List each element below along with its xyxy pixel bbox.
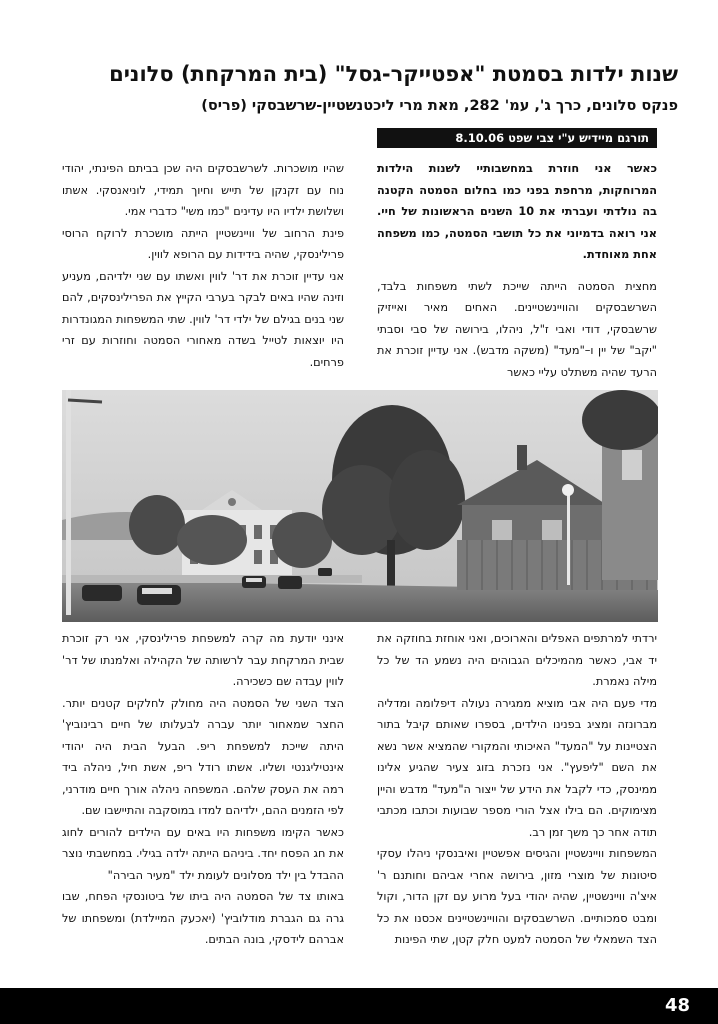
column-bottom-left bbox=[62, 628, 344, 964]
paragraph: אינני יודעת מה קרה למשפחת פרילינסקי, אני רק זוכרת שבית המרקחת עבר לרשותה של הקהילה ואלמנתו של דר' לווין עבדה שם כשכירה. bbox=[62, 632, 344, 688]
street-photo bbox=[62, 390, 658, 622]
column-bottom-right bbox=[377, 628, 657, 964]
article-title: שנות ילדות בסמטת "אפטייקר-גסל" (בית המרקחת) סלונים bbox=[109, 62, 678, 86]
lead-paragraph: כאשר אני חוזרת במחשבותיי לשנות הילדות המרוחקות, מרחפת בפני כמו בחלום הסמטה הקטנה בה נולדתי ועברתי את 10 השנים הראשונות של חיי. אני רואה בדמיוני את כל תושבי הסמטה, כמו משפחה אחת מאוחדת. bbox=[377, 162, 657, 261]
paragraph: שהיו מושכרות. לשרשבסקים היה שכן בביתם הפינתי, יהודי נוח עם זקנקן של תייש וחיוך תמידי, לוניאנסקי. אשתו ושלושת ילדיו היו עדינים "כמו משי" כדברי אמי. bbox=[62, 162, 344, 218]
paragraph: באותו צד של הסמטה היה ביתו של ביטונסקי הפחח, שבו גרה גם הגברת מודלוביץ' (יאכעק המיילדת) ומשפחתו של אברהם לידסקי, בונה הבתים. bbox=[62, 890, 344, 946]
paragraph: מחצית הסמטה הייתה שייכת לשתי משפחות בלבד, השרשבסקים והוויינשטיינים. האחים מאיר ואייזיק שרשבסקי, דודי ואבי ז"ל, ניהלו, בירושה של סבי וסבתי "יקב" של יין ו–"מעד" (משקה מדבש). אני עדיין זוכרת את הרעד שהיה משתלט עליי כאשר bbox=[377, 279, 657, 379]
street-photo-drawing bbox=[62, 390, 658, 622]
article-subtitle: פנקס סלונים, כרך ג', עמ' 282, מאת מרי ליכטנשטיין-שרשבסקי (פריס) bbox=[201, 98, 678, 114]
page-footer bbox=[0, 988, 718, 1024]
paragraph: המשפחות וויינשטיין והגיסים אפשטיין ואיבנסקי ניהלו עסקי סיטונות של מוצרי מזון, בירושה אחרי אביהם וחותנם ר' איצ'ה וויינשטיין, שהיה יהודי בעל מרוע עם זקן הדור, וקול ומבט סמכותיים. השרשבסקים והוויינשטיינים אכסנו את כל הצד השמאלי של הסמטה למעט חלק קטן, שתי הפינות bbox=[377, 847, 657, 946]
column-top-right bbox=[377, 158, 657, 382]
paragraph: הצד השני של הסמטה היה מחולק לחלקים קטנים יותר. החצר שמאחור יותר עברה לבעלותו של חיים רבינוביץ' היתה שייכת למשפחת ריפ. הבעל הבית היה יהודי אינטיליגנטי ושליו. אשתו רודל ריפ, אשת חיל, ניהלה ביד רמה את העסק שלהם. המשפחה ניהלה אורך חיים מודרני, לפי הזמנים ההם, ילדיהם למדו במוסקבה והתיישבו שם. bbox=[62, 696, 344, 817]
paragraph: כאשר הקימו משפחות היו באים עם הילדים להורים לחוג את חג הפסח יחד. ביניהם הייתה ילדה בגילי. במחשבתי נוצר ההבדל בין ילד מסלונים לעומת ילד "מעיר הבירה" bbox=[62, 825, 344, 882]
paragraph: פינת הרחוב של וויינשטיין הייתה מושכרת לרוקח הרוסי פרילינסקי, שהיה בידידות עם הרופא לווין. bbox=[62, 226, 344, 261]
page-number: 48 bbox=[664, 995, 690, 1016]
translation-credit: תורגם מיידיש ע"י צבי שפט 8.10.06 bbox=[377, 128, 657, 148]
paragraph: ירדתי למרתפים האפלים והארוכים, ואני אוחזת בחוזקה את יד אבי, כאשר מהמיכלים הגבוהים היה נשמע הד של כל מילה נאמרת. bbox=[377, 632, 657, 688]
paragraph: מדי פעם היה אבי מוציא ממגירה נעולה דיפלומה ומדליה מברונזה ומציג בפנינו הילדים, בספרו שאותם קיבל בתור הצטיינות על "המעד" האיכותי והמקורי שהמציא אשר נשא את השם "ליפעץ". אני נזכרת בזוג צעיר שהגיע אלינו ממינסק, כדי לקבל את הידע של ייצור ה"מעד" מדבש והיין מצימוקים. הם בילו אצל הורי מספר שבועות וכתבו מכתבי תודה אחר כך משך זמן רב. bbox=[377, 696, 657, 839]
paragraph: אני עדיין זוכרת את דר' לווין ואשתו עם שני ילדיהם, מעניע וזינה שהיו באים לבקר בערבי הקייץ את הפרילינסקים, להם שני בנים בגילם של ילדי דר' לווין. שתי המשפחות המגונדרות היו יוצאות לטייל בשדה מאחורי הסמטה וחוזרות עם זרי פרחים. bbox=[62, 269, 344, 369]
column-top-left bbox=[62, 158, 344, 382]
